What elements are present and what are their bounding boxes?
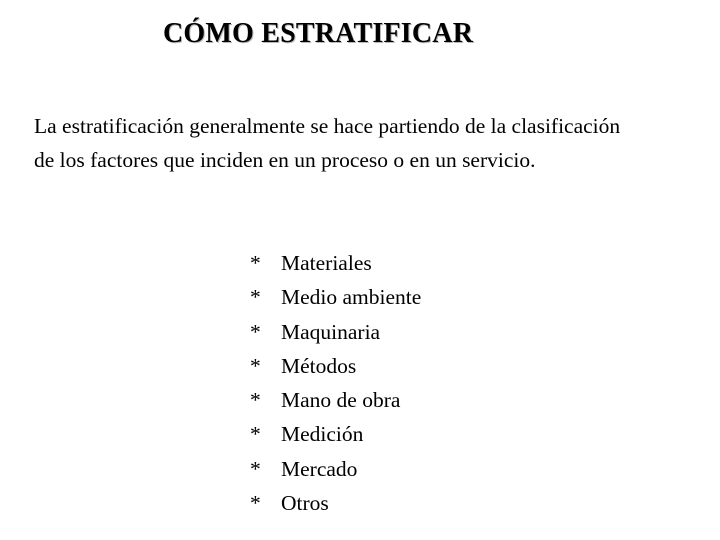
bullet-marker: * xyxy=(250,422,261,447)
list-item xyxy=(250,486,421,520)
list-item xyxy=(250,349,421,383)
intro-line: de los factores que inciden en un proceso o en un servicio. xyxy=(34,148,536,172)
factor-label: Medio ambiente xyxy=(281,285,422,310)
list-item xyxy=(250,280,421,314)
bullet-marker: * xyxy=(250,319,261,344)
factor-list xyxy=(250,246,421,520)
factor-label: Maquinaria xyxy=(281,319,381,344)
bullet-marker: * xyxy=(250,353,261,378)
factor-label: Mercado xyxy=(281,456,358,481)
list-item xyxy=(250,315,421,349)
factor-label: Materiales xyxy=(281,251,372,275)
factor-label: Mano de obra xyxy=(281,388,401,413)
page-title: CÓMO ESTRATIFICAR xyxy=(163,18,474,49)
intro-line: La estratificación generalmente se hace partiendo de la clasificación xyxy=(34,114,621,138)
bullet-marker: * xyxy=(250,251,261,275)
intro-paragraph xyxy=(34,109,704,177)
bullet-marker: * xyxy=(250,285,261,310)
list-item xyxy=(250,452,421,486)
bullet-marker: * xyxy=(250,491,261,516)
factor-label: Medición xyxy=(281,422,364,447)
factor-label: Otros xyxy=(281,491,329,516)
list-item xyxy=(250,417,421,451)
bullet-marker: * xyxy=(250,388,261,413)
list-item xyxy=(250,383,421,417)
bullet-marker: * xyxy=(250,456,261,481)
factor-label: Métodos xyxy=(281,353,357,378)
list-item xyxy=(250,246,421,280)
